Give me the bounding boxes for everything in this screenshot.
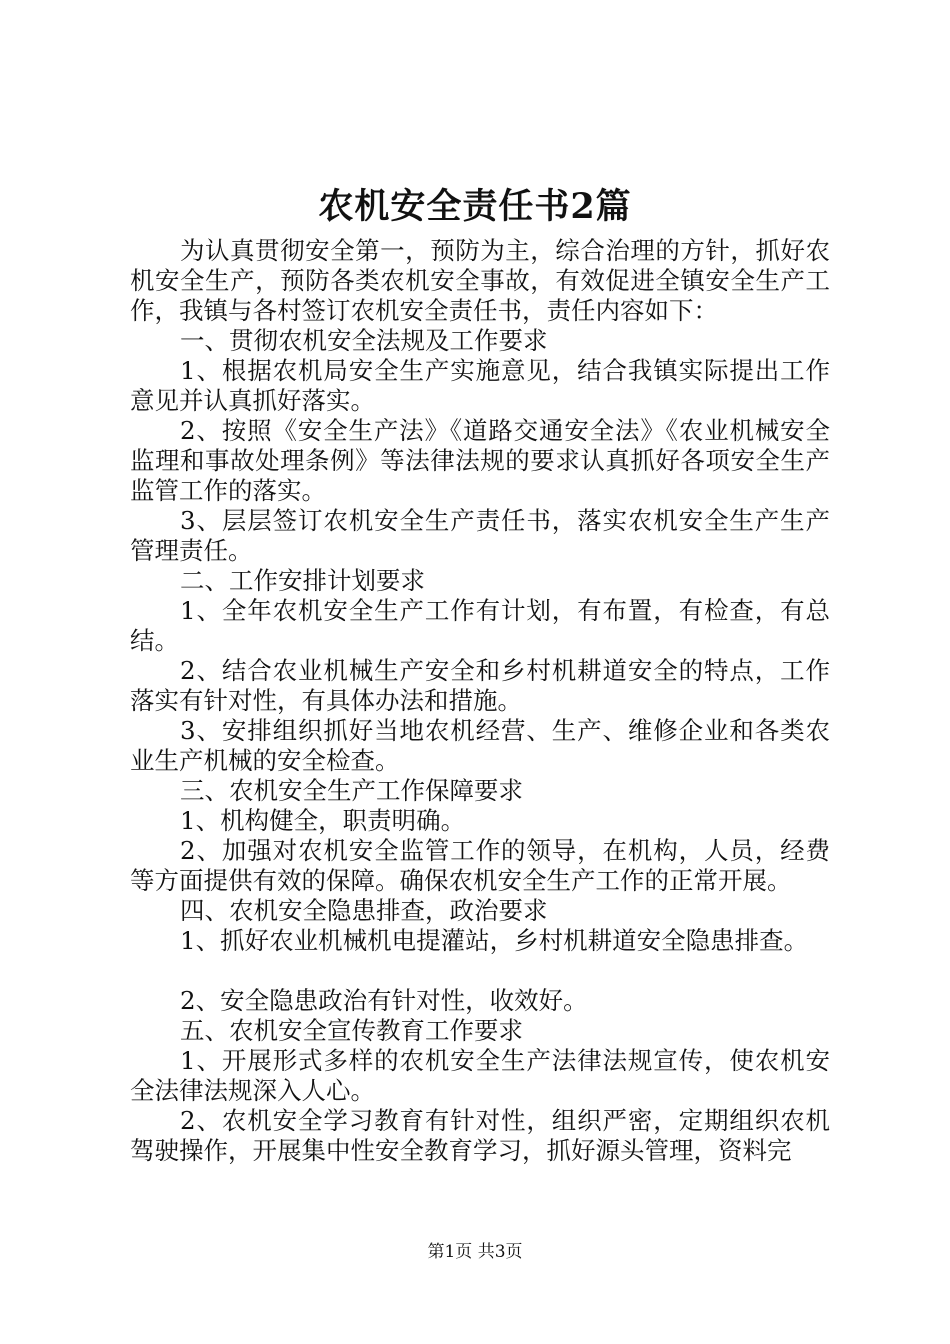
section-heading-5: 五、农机安全宣传教育工作要求 xyxy=(180,1016,523,1045)
section-heading-1: 一、贯彻农机安全法规及工作要求 xyxy=(180,326,548,355)
paragraph: 1、根据农机局安全生产实施意见，结合我镇实际提出工作意见并认真抓好落实。 xyxy=(130,356,830,415)
blank-line xyxy=(130,956,830,986)
paragraph: 1、全年农机安全生产工作有计划，有布置，有检查，有总结。 xyxy=(130,596,830,655)
paragraph: 2、结合农业机械生产安全和乡村机耕道安全的特点，工作落实有针对性，有具体办法和措施。 xyxy=(130,656,830,715)
document-title: 农机安全责任书2篇 xyxy=(318,186,632,227)
paragraph: 3、层层签订农机安全生产责任书，落实农机安全生产生产管理责任。 xyxy=(130,506,830,565)
section-heading-2: 二、工作安排计划要求 xyxy=(180,566,425,595)
page-number-footer: 第1页 共3页 xyxy=(427,1242,523,1262)
section-heading-4: 四、农机安全隐患排查，政治要求 xyxy=(180,896,548,925)
paragraph-intro: 为认真贯彻安全第一，预防为主，综合治理的方针，抓好农机安全生产，预防各类农机安全事故，有效促进全镇安全生产工作，我镇与各村签订农机安全责任书，责任内容如下： xyxy=(130,236,830,325)
document-body xyxy=(130,236,830,1166)
paragraph: 2、按照《安全生产法》《道路交通安全法》《农业机械安全监理和事故处理条例》等法律法规的要求认真抓好各项安全生产监管工作的落实。 xyxy=(130,416,830,505)
paragraph: 3、安排组织抓好当地农机经营、生产、维修企业和各类农业生产机械的安全检查。 xyxy=(130,716,830,775)
paragraph: 2、加强对农机安全监管工作的领导，在机构，人员，经费等方面提供有效的保障。确保农机安全生产工作的正常开展。 xyxy=(130,836,830,895)
paragraph: 1、抓好农业机械机电提灌站，乡村机耕道安全隐患排查。 xyxy=(180,926,809,955)
paragraph: 1、开展形式多样的农机安全生产法律法规宣传，使农机安全法律法规深入人心。 xyxy=(130,1046,830,1105)
section-heading-3: 三、农机安全生产工作保障要求 xyxy=(180,776,523,805)
paragraph: 2、农机安全学习教育有针对性，组织严密，定期组织农机驾驶操作，开展集中性安全教育学习，抓好源头管理，资料完 xyxy=(130,1106,830,1165)
paragraph: 1、机构健全，职责明确。 xyxy=(180,806,466,835)
paragraph: 2、安全隐患政治有针对性，收效好。 xyxy=(180,986,588,1015)
